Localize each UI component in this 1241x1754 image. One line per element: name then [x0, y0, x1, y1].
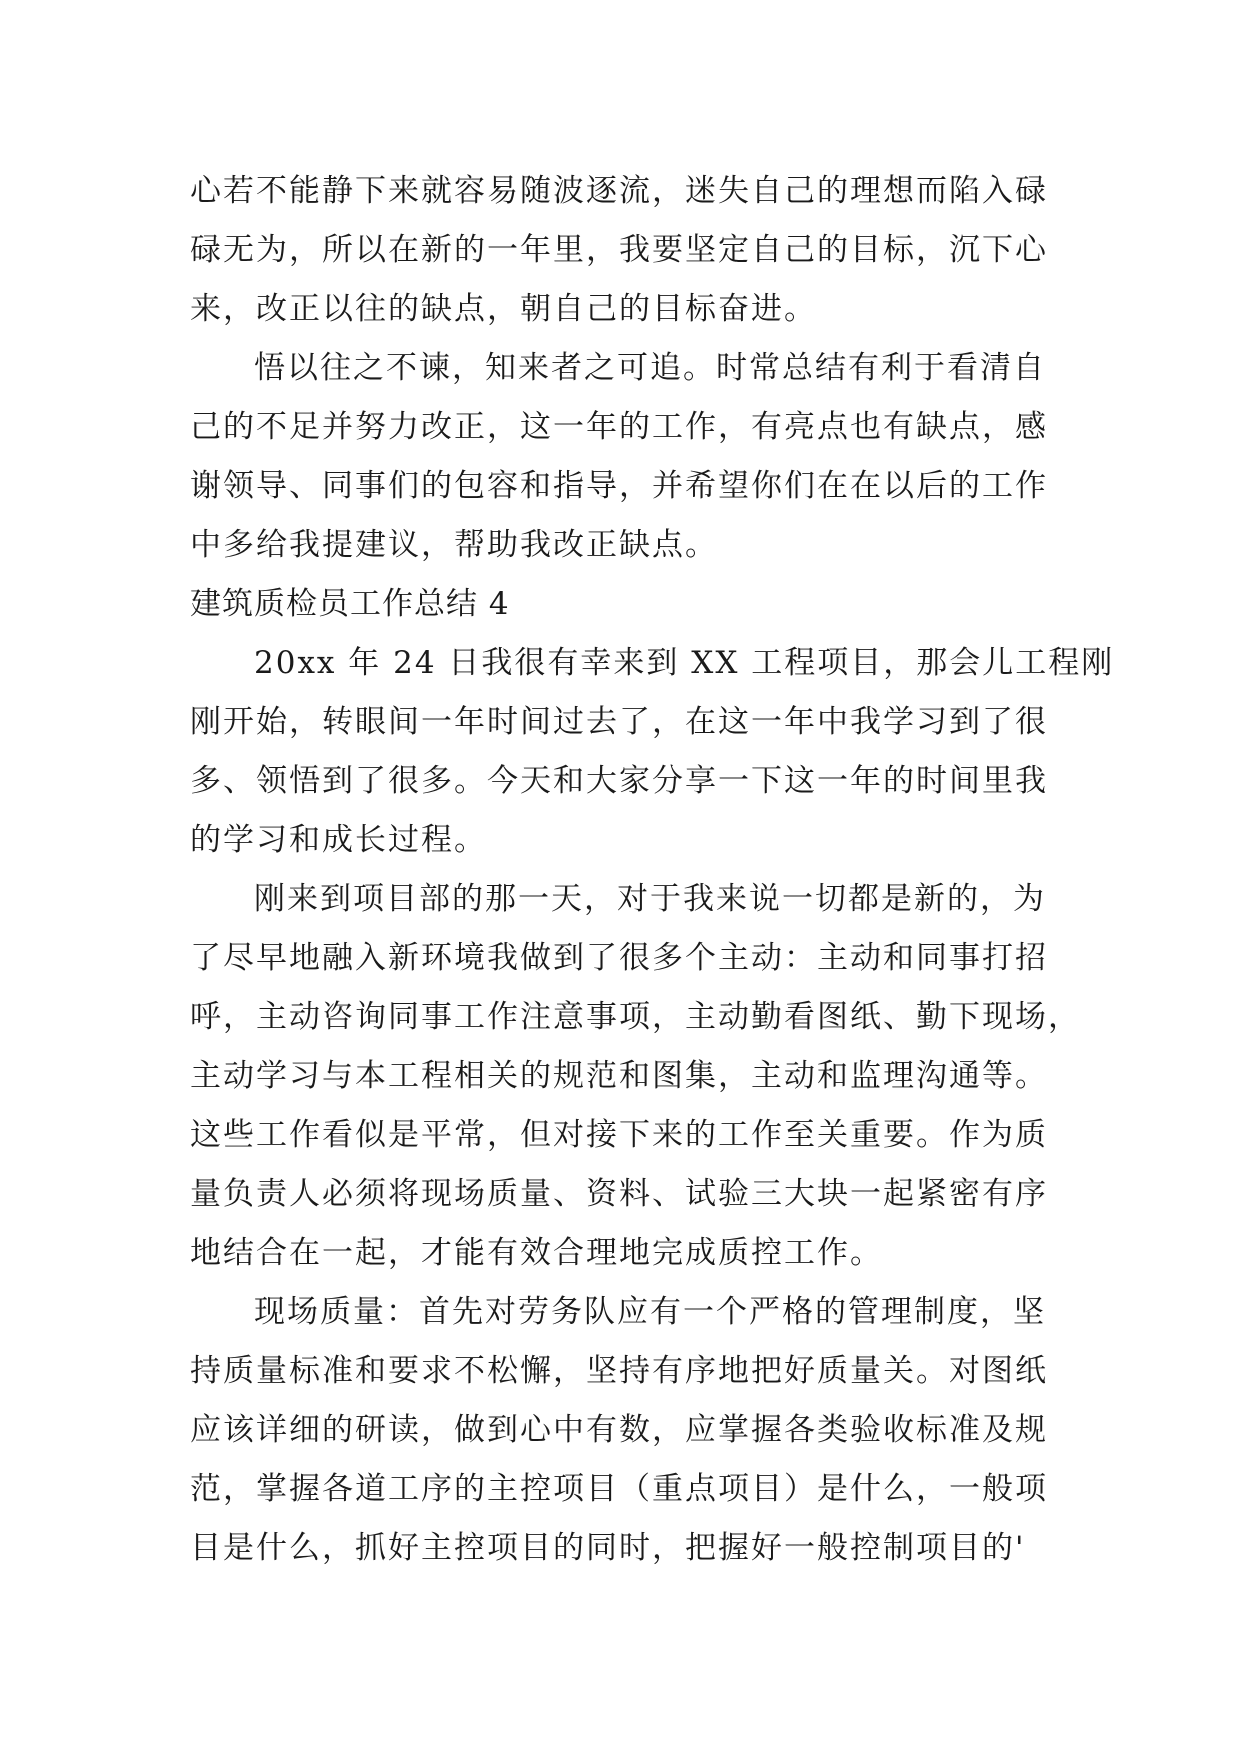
- section-heading: [190, 575, 1070, 634]
- text-line: 呼，主动咨询同事工作注意事项，主动勤看图纸、勤下现场，: [190, 999, 1081, 1035]
- text-line: 的学习和成长过程。: [190, 822, 487, 858]
- text-line: 现场质量：首先对劳务队应有一个严格的管理制度，坚: [254, 1294, 1046, 1330]
- text-line: 这些工作看似是平常，但对接下来的工作至关重要。作为质: [190, 1117, 1048, 1153]
- paragraph: [190, 162, 1070, 339]
- text-line: 悟以往之不谏，知来者之可追。时常总结有利于看清自: [254, 350, 1046, 386]
- paragraph: [190, 1283, 1070, 1578]
- heading-text: 建筑质检员工作总结 4: [190, 586, 510, 622]
- text-line: 应该详细的研读，做到心中有数，应掌握各类验收标准及规: [190, 1412, 1048, 1448]
- text-line: 心若不能静下来就容易随波逐流，迷失自己的理想而陷入碌: [190, 173, 1048, 209]
- text-line: 持质量标准和要求不松懈，坚持有序地把好质量关。对图纸: [190, 1353, 1048, 1389]
- paragraph: [190, 339, 1070, 575]
- text-line: 谢领导、同事们的包容和指导，并希望你们在在以后的工作: [190, 468, 1048, 504]
- text-line: 范，掌握各道工序的主控项目（重点项目）是什么，一般项: [190, 1471, 1048, 1507]
- text-line: 多、领悟到了很多。今天和大家分享一下这一年的时间里我: [190, 763, 1048, 799]
- text-line: 20xx 年 24 日我很有幸来到 XX 工程项目，那会儿工程刚: [254, 645, 1115, 681]
- text-line: 主动学习与本工程相关的规范和图集，主动和监理沟通等。: [190, 1058, 1048, 1094]
- text-line: 中多给我提建议，帮助我改正缺点。: [190, 527, 718, 563]
- text-line: 量负责人必须将现场质量、资料、试验三大块一起紧密有序: [190, 1176, 1048, 1212]
- text-line: 刚来到项目部的那一天，对于我来说一切都是新的，为: [254, 881, 1046, 917]
- text-line: 目是什么，抓好主控项目的同时，把握好一般控制项目的': [190, 1530, 1026, 1566]
- text-line: 了尽早地融入新环境我做到了很多个主动：主动和同事打招: [190, 940, 1048, 976]
- document-body: [190, 162, 1115, 1578]
- text-line: 己的不足并努力改正，这一年的工作，有亮点也有缺点，感: [190, 409, 1048, 445]
- text-line: 地结合在一起，才能有效合理地完成质控工作。: [190, 1235, 883, 1271]
- paragraph: [190, 634, 1115, 870]
- text-line: 刚开始，转眼间一年时间过去了，在这一年中我学习到了很: [190, 704, 1048, 740]
- paragraph: [190, 870, 1081, 1283]
- text-line: 来，改正以往的缺点，朝自己的目标奋进。: [190, 291, 817, 327]
- text-line: 碌无为，所以在新的一年里，我要坚定自己的目标，沉下心: [190, 232, 1048, 268]
